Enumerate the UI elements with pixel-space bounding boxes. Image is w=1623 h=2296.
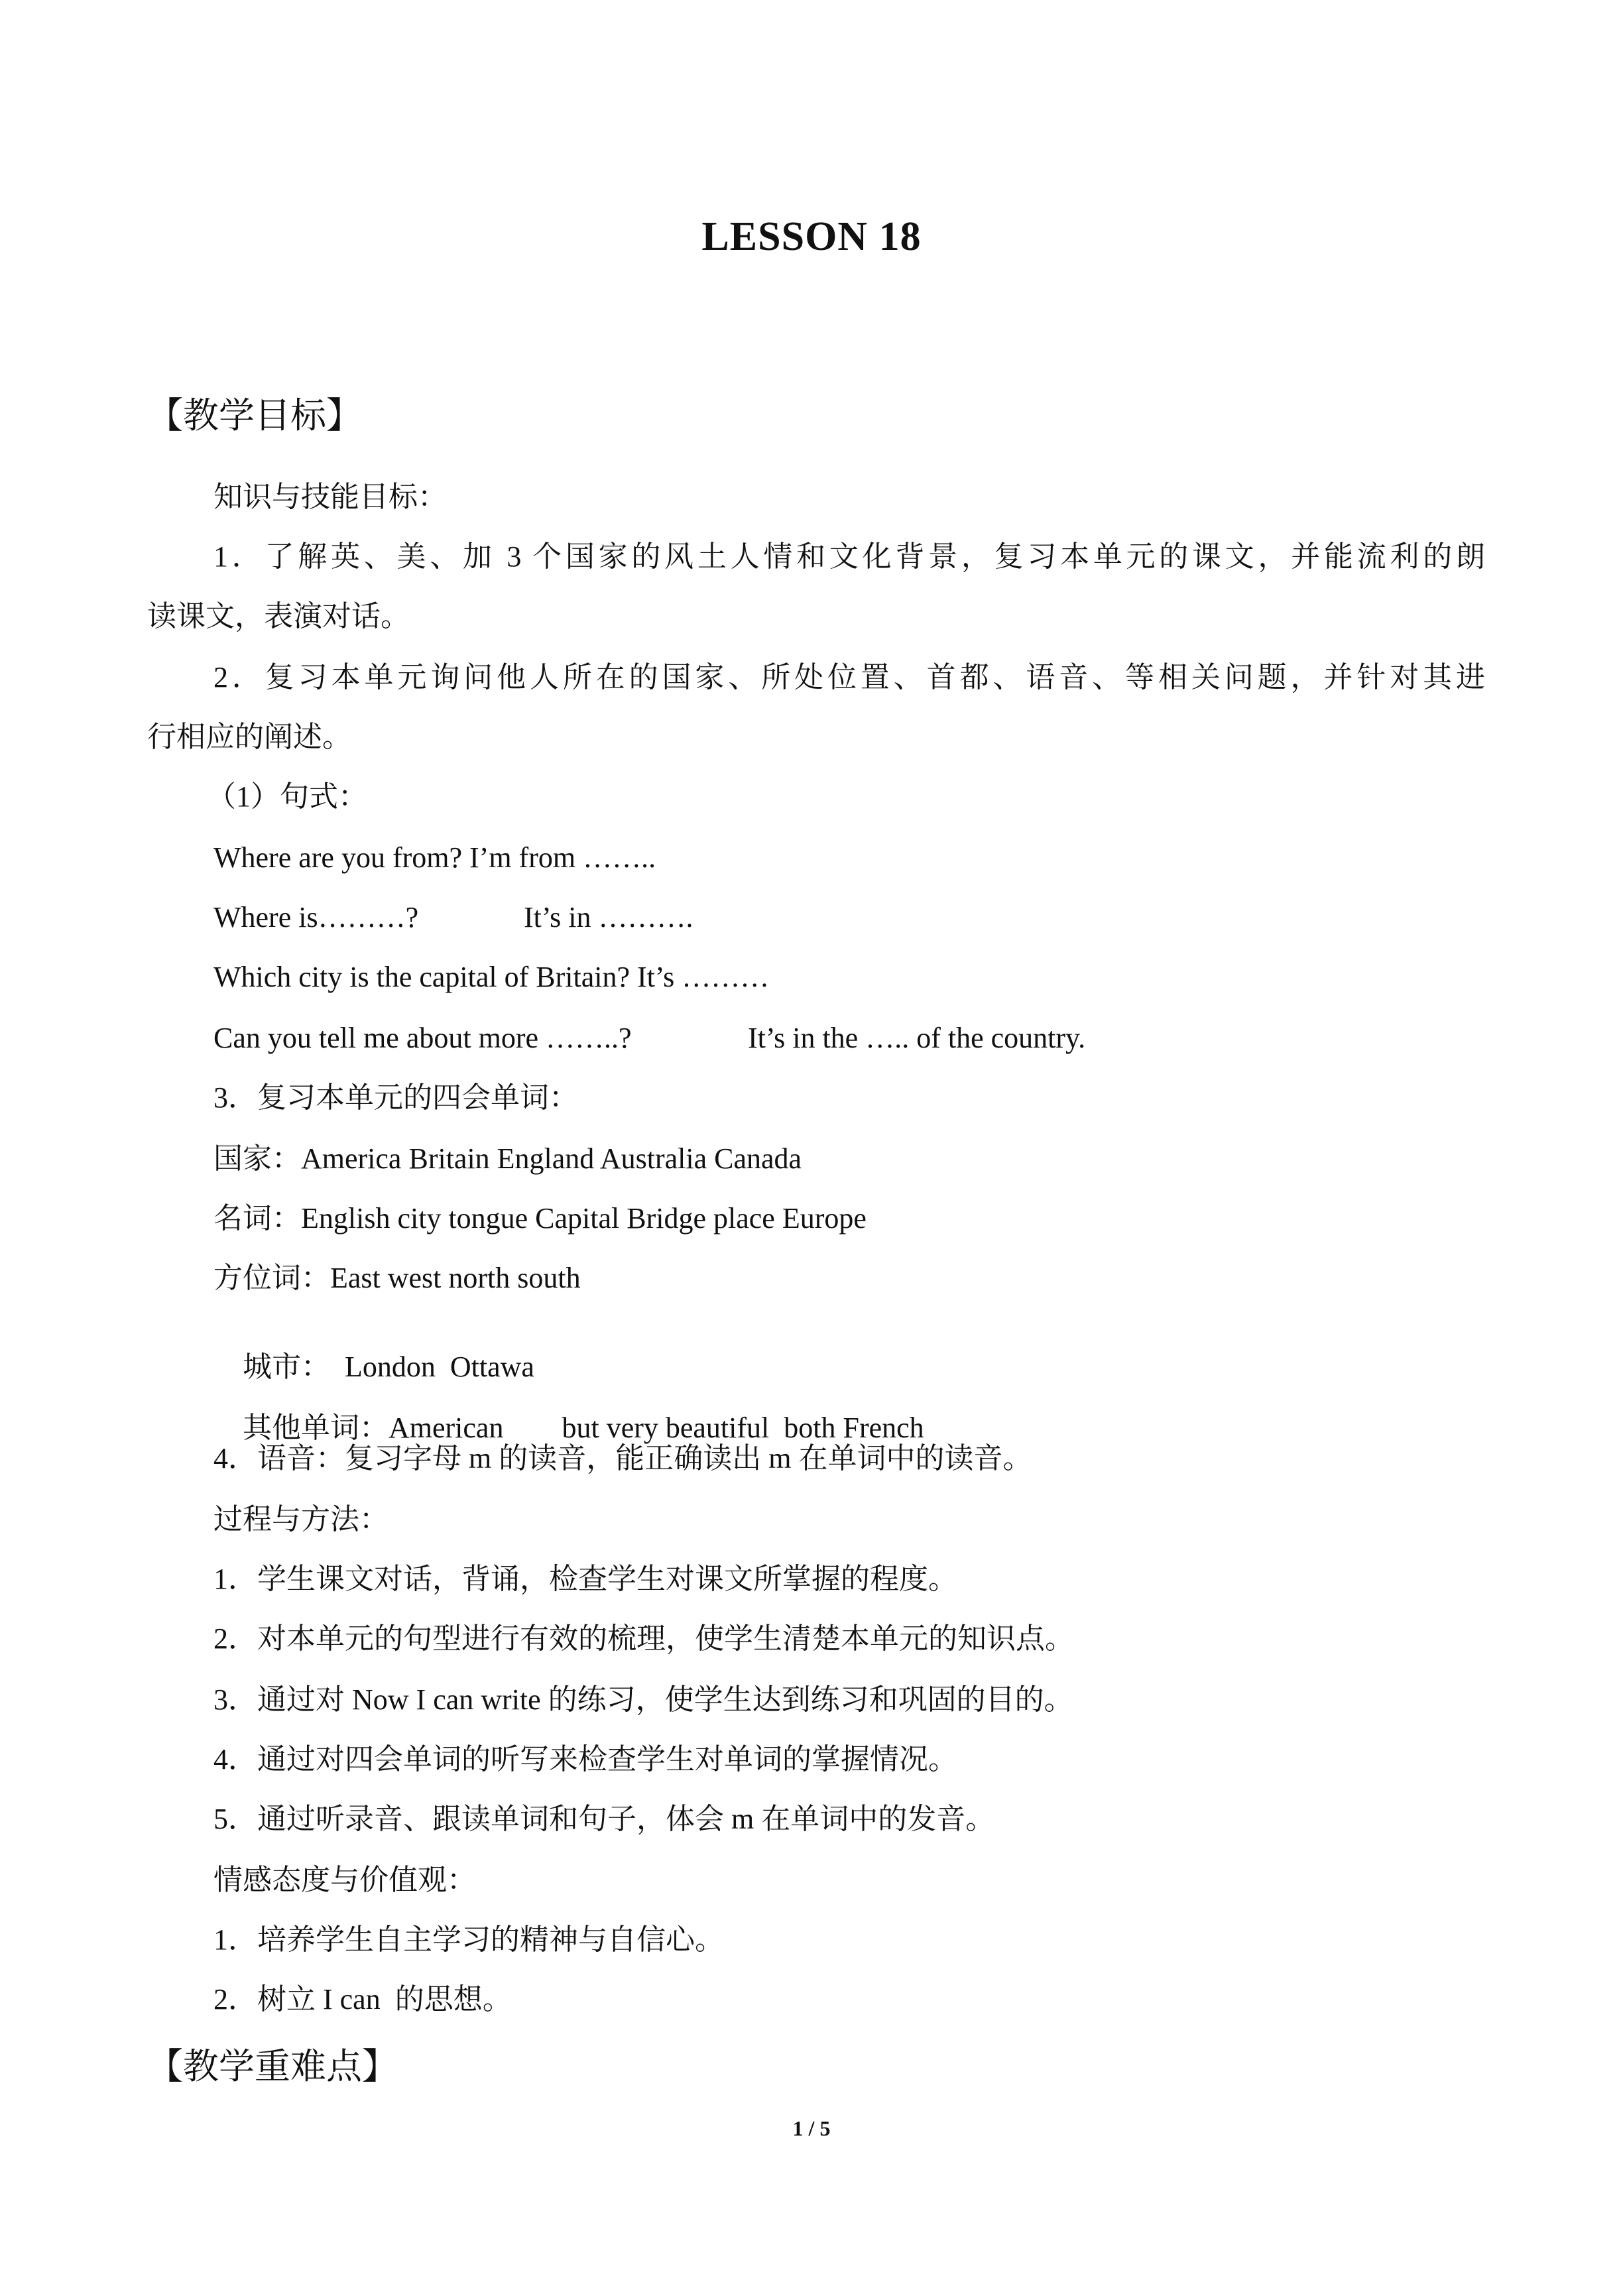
item3: 3．复习本单元的四会单词：	[213, 1081, 578, 1114]
process-item: 1．学生课文对话，背诵，检查学生对课文所掌握的程度。	[213, 1563, 957, 1595]
sentence-pattern-label: （1）句式：	[207, 780, 367, 813]
vocab-label: 城市：	[243, 1351, 330, 1383]
section-heading-objectives: 【教学目标】	[147, 396, 362, 436]
vocab-label: 方位词：	[213, 1262, 330, 1294]
process-item: 2．对本单元的句型进行有效的梳理，使学生清楚本单元的知识点。	[213, 1622, 1074, 1655]
process-item: 3．通过对 Now I can write 的练习，使学生达到练习和巩固的目的。	[213, 1683, 1073, 1716]
sentence-2-answer: It’s in ……….	[524, 901, 693, 934]
vocab-words: American but very beautiful both French	[389, 1412, 924, 1444]
attitude-item: 1．培养学生自主学习的精神与自信心。	[213, 1923, 724, 1956]
sentence-4-question: Can you tell me about more ……..?	[213, 1022, 632, 1054]
item2-line2: 行相应的阐述。	[147, 721, 351, 753]
vocab-label: 名词：	[213, 1202, 301, 1235]
attitude-heading: 情感态度与价值观：	[213, 1864, 476, 1896]
page-number: 1 / 5	[792, 2116, 831, 2140]
item1-line2: 读课文，表演对话。	[147, 600, 410, 633]
sentence-4-answer: It’s in the ….. of the country.	[748, 1022, 1086, 1054]
vocab-label: 国家：	[213, 1142, 301, 1175]
sentence-3: Which city is the capital of Britain? It’s ………	[213, 961, 770, 993]
sentence-1: Where are you from? I’m from ……..	[213, 841, 656, 874]
vocab-label: 其他单词：	[243, 1412, 389, 1444]
knowledge-heading: 知识与技能目标：	[213, 481, 447, 513]
vocab-words: East west north south	[330, 1262, 581, 1294]
vocab-nouns	[213, 1204, 867, 1233]
process-item: 5．通过听录音、跟读单词和句子，体会 m 在单词中的发音。	[213, 1803, 995, 1835]
process-item: 4．通过对四会单词的听写来检查学生对单词的掌握情况。	[213, 1743, 957, 1776]
item4: 4．语音：复习字母 m 的读音，能正确读出 m 在单词中的读音。	[213, 1442, 1032, 1475]
item2-line1: 2．复习本单元询问他人所在的国家、所处位置、首都、语音、等相关问题，并针对其进	[213, 661, 1485, 694]
vocab-countries	[213, 1144, 802, 1174]
attitude-item: 2．树立 I can 的思想。	[213, 1983, 512, 2016]
sentence-2-question: Where is………?	[213, 901, 419, 934]
page-title: LESSON 18	[701, 214, 922, 259]
process-heading: 过程与方法：	[213, 1503, 389, 1536]
vocab-words: London Ottawa	[330, 1351, 534, 1383]
vocab-words: America Britain England Australia Canada	[301, 1142, 802, 1175]
section-heading-key-points: 【教学重难点】	[147, 2047, 398, 2086]
vocab-directions	[213, 1264, 581, 1293]
vocab-words: English city tongue Capital Bridge place Europe	[301, 1202, 867, 1235]
item1-line1: 1．了解英、美、加 3 个国家的风土人情和文化背景，复习本单元的课文，并能流利的朗	[213, 540, 1485, 573]
